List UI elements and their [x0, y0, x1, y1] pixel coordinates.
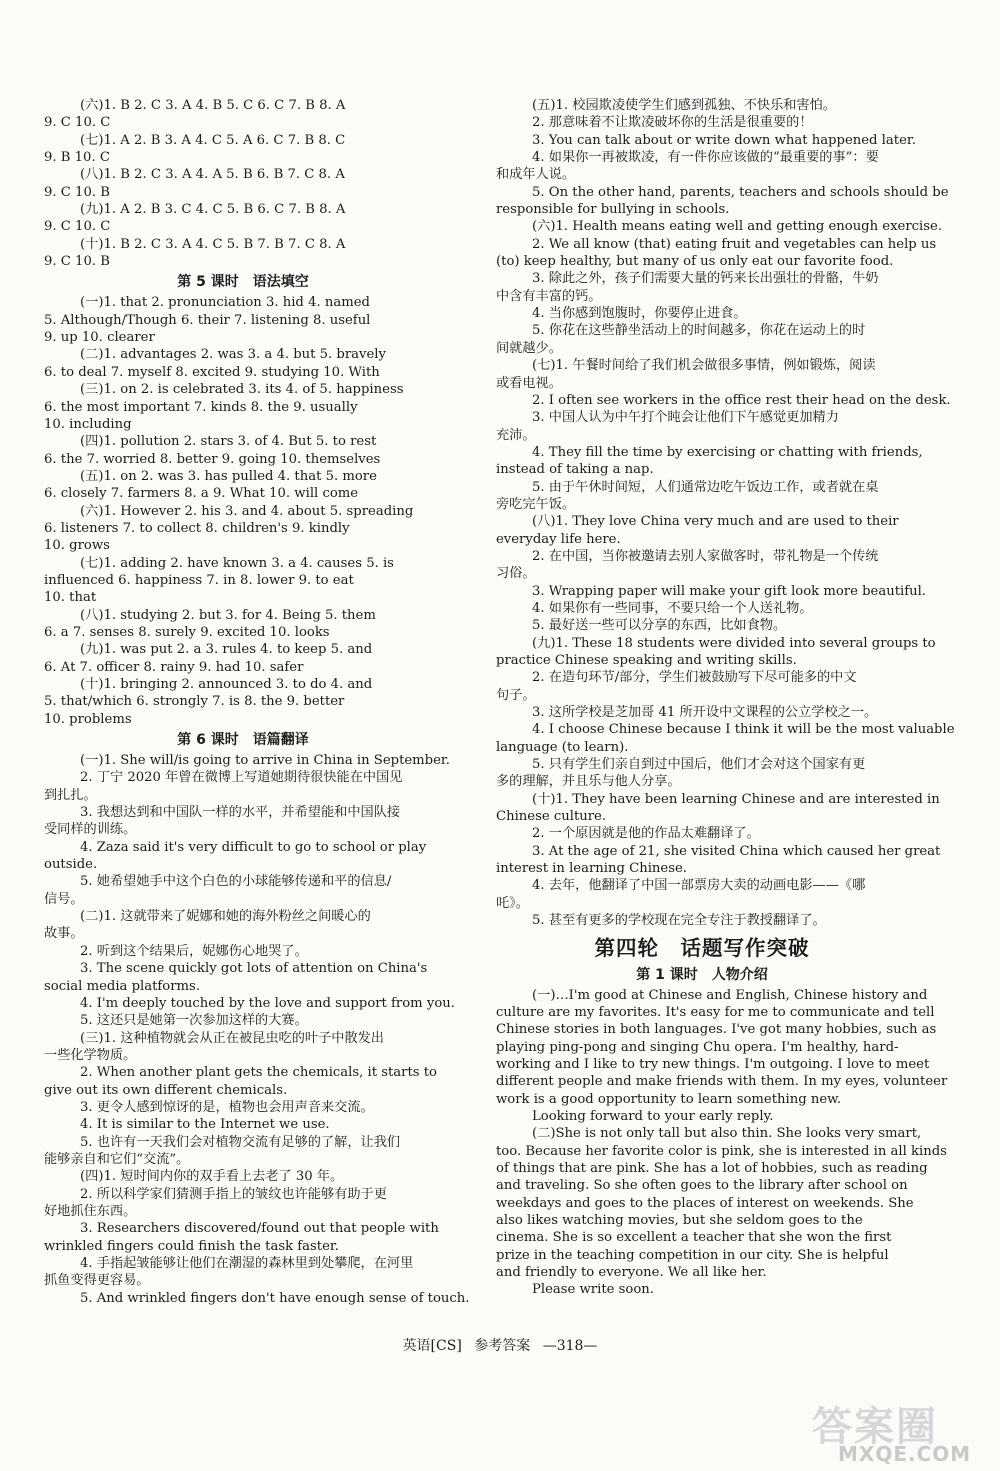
answer-line: (六)1. B 2. C 3. A 4. B 5. C 6. C 7. B 8. A — [80, 98, 346, 113]
answer-line: different people and make friends with them. In my eyes, volunteer — [496, 1074, 948, 1090]
answer-line: 2. 所以科学家们猜测手指上的皱纹也许能够有助于更 — [80, 1186, 387, 1202]
footer-subject: 英语[CS] — [402, 1338, 462, 1354]
answer-line: (六)1. Health means eating well and getting enough exercise. — [532, 219, 943, 235]
answer-line: 和成年人说。 — [496, 167, 576, 183]
answer-line: 3. Researchers discovered/found out that people with — [80, 1221, 439, 1237]
answer-line: (七)1. A 2. B 3. A 4. C 5. A 6. C 7. B 8. C — [80, 132, 346, 148]
answer-line: 5. 甚至有更多的学校现在完全专注于教授翻译了。 — [532, 913, 826, 929]
answer-line: working and I like to try new things. I'm outgoing. I love to meet — [496, 1056, 930, 1072]
answer-line: 能够亲自和它们“交流”。 — [44, 1151, 190, 1167]
answer-line: (二)She is not only tall but also thin. She looks very smart, — [532, 1126, 922, 1142]
answer-line: outside. — [44, 857, 98, 873]
answer-line: (四)1. 短时间内你的双手看上去老了 30 年。 — [80, 1169, 344, 1185]
answer-line: 2. 在中国，当你被邀请去别人家做客时，带礼物是一个传统 — [532, 548, 879, 564]
answer-line: 6. the 7. worried 8. better 9. going 10. themselves — [44, 451, 381, 467]
section-title: 第四轮 话题写作突破 — [594, 935, 810, 960]
answer-line: 2. I often see workers in the office rest their head on the desk. — [532, 392, 951, 408]
answer-line: language (to learn). — [496, 739, 629, 755]
answer-line: 故事。 — [44, 926, 84, 942]
answer-line: responsible for bullying in schools. — [496, 202, 730, 218]
answer-line: (六)1. However 2. his 3. and 4. about 5. spreading — [80, 503, 414, 519]
answer-line: 2. 一个原因就是他的作品太难翻译了。 — [532, 826, 760, 842]
answer-line: 抓鱼变得更容易。 — [44, 1273, 150, 1289]
answer-line: (三)1. on 2. is celebrated 3. its 4. of 5. happiness — [80, 382, 404, 398]
answer-line: 5. 这还只是她第一次参加这样的大赛。 — [80, 1013, 308, 1029]
answer-line: 3. 这所学校是芝加哥 41 所开设中文课程的公立学校之一。 — [532, 705, 878, 721]
answer-line: 信号。 — [44, 891, 84, 907]
answer-line: 2. 那意味着不让欺凌破坏你的生活是很重要的！ — [532, 115, 813, 131]
answer-line: (二)1. 这就带来了妮娜和她的海外粉丝之间暖心的 — [80, 909, 371, 925]
answer-line: prize in the teaching competition in our city. She is helpful — [496, 1247, 889, 1263]
answer-line: 6. At 7. officer 8. rainy 9. had 10. safer — [44, 659, 304, 675]
answer-line: 5. On the other hand, parents, teachers and schools should be — [532, 184, 949, 200]
answer-line: 5. that/which 6. strongly 7. is 8. the 9. better — [44, 694, 345, 710]
answer-line: 2. 在造句环节/部分，学生们被鼓励写下尽可能多的中文 — [532, 670, 857, 686]
answer-line: 多的理解，并且乐与他人分享。 — [496, 774, 681, 790]
answer-line: 6. closely 7. farmers 8. a 9. What 10. will come — [44, 486, 359, 502]
answer-line: Chinese culture. — [496, 809, 607, 825]
answer-line: 5. 也许有一天我们会对植物交流有足够的了解，让我们 — [80, 1134, 401, 1150]
answer-line: 9. C 10. B — [44, 184, 110, 200]
answer-line: 旁吃完午饭。 — [496, 496, 576, 512]
lesson-heading: 第 6 课时 语篇翻译 — [177, 732, 309, 749]
answer-line: (一)1. that 2. pronunciation 3. hid 4. named — [80, 295, 370, 311]
answer-line: (十)1. They have been learning Chinese and are interested in — [532, 791, 940, 807]
answer-line: 9. C 10. C — [44, 115, 111, 131]
answer-line: 9. C 10. B — [44, 254, 110, 270]
lesson-heading: 第 1 课时 人物介绍 — [636, 966, 768, 983]
answer-line: 4. I'm deeply touched by the love and support from you. — [80, 995, 455, 1011]
answer-line: 3. At the age of 21, she visited China which caused her great — [532, 843, 941, 859]
answer-line: (三)1. 这种植物就会从正在被昆虫吃的叶子中散发出 — [80, 1030, 384, 1046]
answer-line: influenced 6. happiness 7. in 8. lower 9. to eat — [44, 572, 354, 588]
answer-line: interest in learning Chinese. — [496, 861, 687, 877]
answer-line: 或看电视。 — [496, 375, 562, 391]
answer-line: 4. Zaza said it's very difficult to go to school or play — [80, 839, 427, 855]
answer-line: (九)1. These 18 students were divided into several groups to — [532, 635, 936, 651]
answer-line: also likes watching movies, but she seldom goes to the — [496, 1212, 863, 1228]
answer-line: 4. I choose Chinese because I think it will be the most valuable — [532, 722, 955, 738]
answer-line: 5. 你花在这些静坐活动上的时间越多，你花在运动上的时 — [532, 323, 866, 339]
answer-line: (七)1. adding 2. have known 3. a 4. causes 5. is — [80, 555, 394, 571]
answer-line: 9. up 10. clearer — [44, 330, 155, 346]
answer-line: 2. 丁宁 2020 年曾在微博上写道她期待很快能在中国见 — [80, 770, 403, 786]
answer-line: 受同样的训练。 — [44, 822, 137, 838]
answer-line: 10. grows — [44, 538, 110, 554]
answer-line: 6. to deal 7. myself 8. excited 9. studying 10. With — [44, 364, 380, 380]
answer-line: (八)1. B 2. C 3. A 4. A 5. B 6. B 7. C 8. A — [80, 167, 345, 183]
answer-line: 5. And wrinkled fingers don't have enough sense of touch. — [80, 1290, 470, 1306]
answer-line: give out its own different chemicals. — [44, 1082, 288, 1098]
answer-line: Looking forward to your early reply. — [532, 1108, 774, 1124]
watermark-logo — [812, 1395, 988, 1467]
answer-line: (八)1. studying 2. but 3. for 4. Being 5. them — [80, 607, 376, 623]
answer-line: 充沛。 — [496, 427, 536, 443]
watermark-glyphs: 答案圈 — [812, 1404, 938, 1450]
answer-line: 2. 听到这个结果后，妮娜伤心地哭了。 — [80, 943, 308, 959]
answer-line: (一)…I'm good at Chinese and English, Chinese history and — [532, 987, 928, 1003]
answer-line: 3. You can talk about or write down what happened later. — [532, 132, 916, 148]
answer-line: (to) keep healthy, but many of us only eat our favorite food. — [496, 254, 894, 270]
answer-line: 3. 我想达到和中国队一样的水平，并希望能和中国队接 — [80, 805, 401, 821]
page-footer — [0, 1335, 1000, 1355]
answer-line: (一)1. She will/is going to arrive in China in September. — [80, 753, 450, 769]
answer-line: cinema. She is so excellent a teacher that she won the first — [496, 1230, 892, 1246]
answer-line: (四)1. pollution 2. stars 3. of 4. But 5. to rest — [80, 434, 377, 450]
answer-line: Chinese stories in both languages. I've got many hobbies, such as — [496, 1022, 937, 1038]
answer-line: 到扎扎。 — [44, 787, 97, 803]
watermark-url: MXQE.COM — [838, 1442, 972, 1466]
answer-line: playing ping-pong and singing Chu opera. I'm healthy, hard- — [496, 1039, 899, 1055]
right-column — [496, 97, 955, 1299]
page-number: —318— — [542, 1338, 598, 1354]
answer-line: 4. They fill the time by exercising or chatting with friends, — [532, 444, 923, 460]
answer-line: 3. 更令人感到惊讶的是，植物也会用声音来交流。 — [80, 1099, 374, 1115]
answer-line: 5. 由于午休时间短，人们通常边吃午饭边工作，或者就在桌 — [532, 479, 879, 495]
answer-line: 3. 除此之外，孩子们需要大量的钙来长出强壮的骨骼，牛奶 — [532, 271, 879, 287]
answer-line: 6. listeners 7. to collect 8. children's 9. kindly — [44, 520, 350, 536]
answer-line: 4. 手指起皱能够让他们在潮湿的森林里到处攀爬，在河里 — [80, 1256, 414, 1271]
answer-line: (十)1. bringing 2. announced 3. to do 4. and — [80, 677, 373, 692]
answer-line: (五)1. on 2. was 3. has pulled 4. that 5. more — [80, 468, 377, 484]
answer-line: (七)1. 午餐时间给了我们机会做很多事情，例如锻炼，阅读 — [532, 358, 876, 374]
answer-line: social media platforms. — [44, 978, 201, 994]
answer-line: (九)1. was put 2. a 3. rules 4. to keep 5. and — [80, 642, 373, 658]
answer-line: 3. Wrapping paper will make your gift look more beautiful. — [532, 583, 927, 599]
answer-line: 4. 如果你一再被欺凌，有一件你应该做的“最重要的事”：要 — [532, 150, 879, 166]
answer-line: 10. problems — [44, 711, 132, 727]
answer-line: 9. B 10. C — [44, 150, 110, 166]
answer-line: 中含有丰富的钙。 — [496, 288, 602, 304]
answer-line: everyday life here. — [496, 531, 621, 547]
answer-line: too. Because her favorite color is pink, she is interested in all kinds — [496, 1143, 947, 1159]
answer-line: 5. 只有学生们亲自到过中国后，他们才会对这个国家有更 — [532, 757, 866, 773]
answer-line: 6. the most important 7. kinds 8. the 9. usually — [44, 399, 358, 415]
footer-label: 参考答案 — [474, 1338, 531, 1354]
answer-line: 4. 当你感到饱腹时，你要停止进食。 — [532, 306, 747, 322]
answer-line: 10. that — [44, 590, 97, 606]
answer-line: 4. 去年，他翻译了中国一部票房大卖的动画电影——《哪 — [532, 878, 866, 894]
answer-line: 间就越少。 — [496, 340, 562, 356]
answer-line: 5. Although/Though 6. their 7. listening 8. useful — [44, 312, 371, 328]
answer-line: 3. The scene quickly got lots of attention on China's — [80, 961, 428, 977]
answer-line: (二)1. advantages 2. was 3. a 4. but 5. bravely — [80, 347, 386, 363]
answer-line: 5. 她希望她手中这个白色的小球能够传递和平的信息/ — [80, 874, 392, 890]
answer-line: 9. C 10. C — [44, 219, 111, 235]
answer-line: 习俗。 — [496, 566, 536, 582]
answer-line: (九)1. A 2. B 3. C 4. C 5. B 6. C 7. B 8. A — [80, 202, 346, 218]
answer-line: (十)1. B 2. C 3. A 4. C 5. B 7. B 7. C 8. A — [80, 236, 346, 252]
answer-line: work is a good opportunity to learn something new. — [496, 1091, 842, 1107]
answer-line: 吒》。 — [496, 895, 529, 911]
answer-line: Please write soon. — [532, 1282, 654, 1298]
answer-line: weekdays and goes to the places of interest on weekends. She — [496, 1195, 914, 1211]
answer-line: of things that are pink. She has a lot of hobbies, such as reading — [496, 1160, 928, 1176]
answer-line: 一些化学物质。 — [44, 1047, 137, 1063]
answer-line: and friendly to everyone. We all like her. — [496, 1265, 767, 1280]
answer-line: 4. 如果你有一些同事，不要只给一个人送礼物。 — [532, 600, 813, 616]
answer-line: 4. It is similar to the Internet we use. — [80, 1117, 330, 1133]
answer-line: 2. We all know (that) eating fruit and vegetables can help us — [532, 236, 937, 252]
answer-line: 2. When another plant gets the chemicals, it starts to — [80, 1065, 437, 1081]
answer-line: 3. 中国人认为中午打个盹会让他们下午感觉更加精力 — [532, 410, 839, 426]
answer-line: (五)1. 校园欺凌使学生们感到孤独、不快乐和害怕。 — [532, 98, 836, 113]
answer-line: wrinkled fingers could finish the task faster. — [44, 1238, 339, 1254]
answer-line: 好地抓住东西。 — [44, 1203, 137, 1219]
left-column — [44, 97, 470, 1307]
answer-line: 5. 最好送一些可以分享的东西，比如食物。 — [532, 618, 787, 634]
answer-line: 句子。 — [496, 687, 536, 703]
answer-line: 10. including — [44, 416, 132, 432]
answer-line: culture are my favorites. It's easy for me to communicate and tell — [496, 1004, 935, 1020]
answer-line: 6. a 7. senses 8. surely 9. excited 10. looks — [44, 624, 330, 640]
answer-line: practice Chinese speaking and writing skills. — [496, 653, 797, 668]
answer-line: and traveling. So she often goes to the library after school on — [496, 1178, 908, 1194]
answer-line: instead of taking a nap. — [496, 462, 654, 478]
answer-line: (八)1. They love China very much and are used to their — [532, 514, 899, 530]
lesson-heading: 第 5 课时 语法填空 — [177, 274, 309, 291]
